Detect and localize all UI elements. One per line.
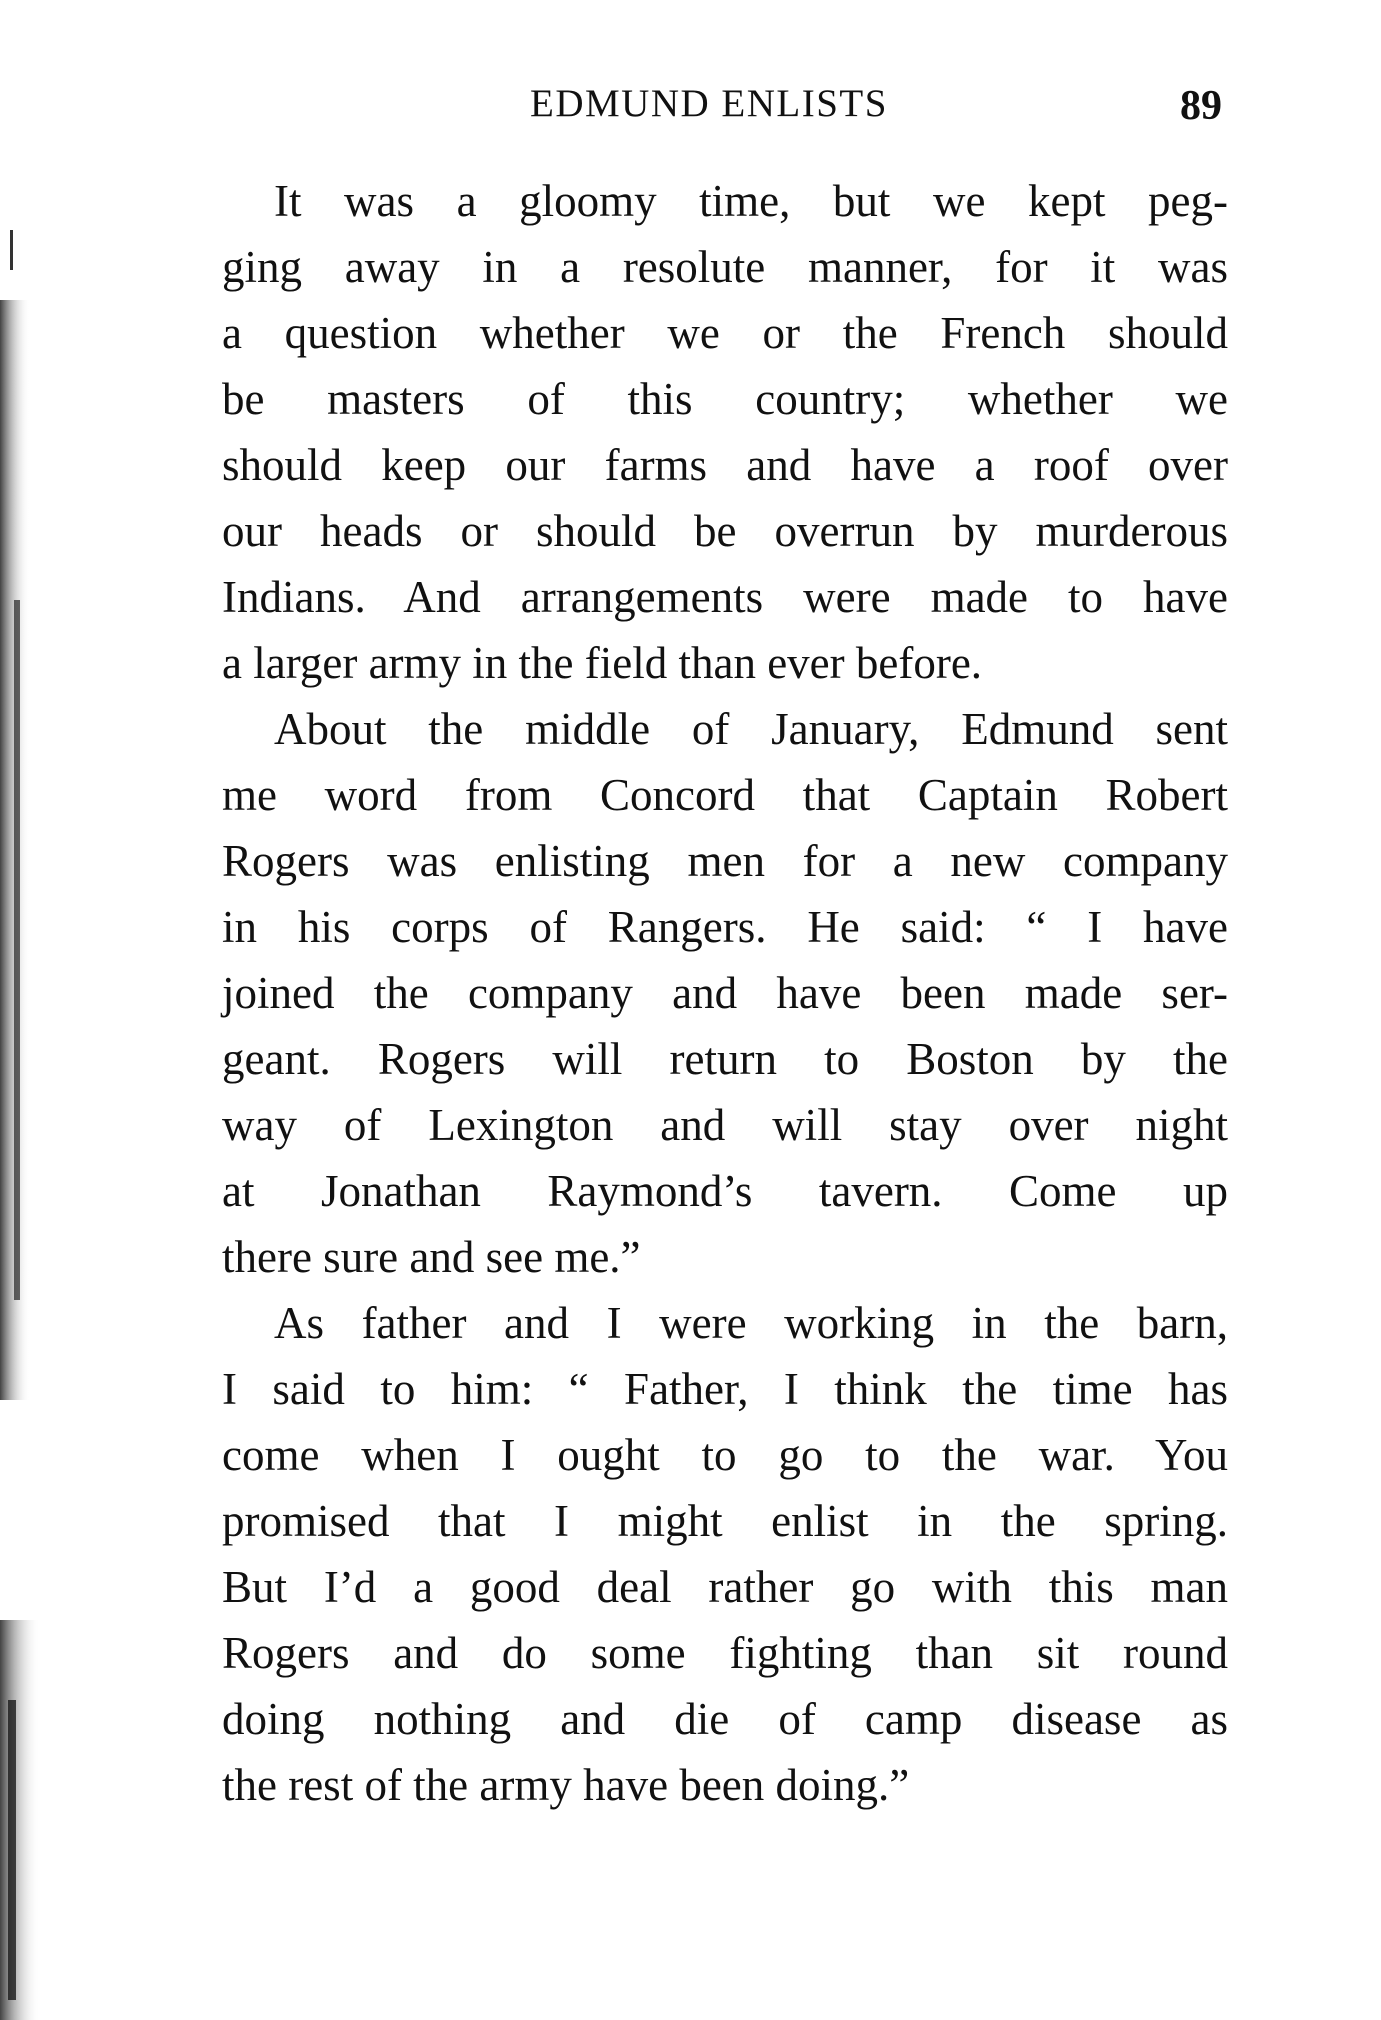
text-line: a larger army in the field than ever before. xyxy=(222,638,983,688)
page-number: 89 xyxy=(1180,83,1222,129)
paragraph xyxy=(222,1290,1228,1818)
paragraph xyxy=(222,168,1228,696)
text-line: our heads or should be overrun by murderous xyxy=(222,506,1228,556)
text-line: the rest of the army have been doing.” xyxy=(222,1760,910,1810)
text-line: in his corps of Rangers. He said: “ I have xyxy=(222,902,1228,952)
text-line: It was a gloomy time, but we kept peg- xyxy=(274,176,1228,226)
text-line: About the middle of January, Edmund sent xyxy=(274,704,1228,754)
text-line: ging away in a resolute manner, for it was xyxy=(222,242,1228,292)
running-header xyxy=(0,74,1381,134)
text-line: me word from Concord that Captain Robert xyxy=(222,770,1228,820)
body-text xyxy=(222,168,1228,1818)
text-line: Rogers and do some fighting than sit round xyxy=(222,1628,1228,1678)
text-line: doing nothing and die of camp disease as xyxy=(222,1694,1228,1744)
text-line: Rogers was enlisting men for a new company xyxy=(222,836,1228,886)
text-line: come when I ought to go to the war. You xyxy=(222,1430,1228,1480)
text-line: As father and I were working in the barn, xyxy=(274,1298,1228,1348)
text-line: there sure and see me.” xyxy=(222,1232,641,1282)
text-line: I said to him: “ Father, I think the time has xyxy=(222,1364,1228,1414)
text-line: at Jonathan Raymond’s tavern. Come up xyxy=(222,1166,1228,1216)
paragraph xyxy=(222,696,1228,1290)
text-line: way of Lexington and will stay over night xyxy=(222,1100,1228,1150)
text-line: a question whether we or the French should xyxy=(222,308,1228,358)
text-line: should keep our farms and have a roof over xyxy=(222,440,1228,490)
scan-gutter-shadow xyxy=(0,0,70,2020)
text-line: joined the company and have been made ser- xyxy=(222,968,1228,1018)
text-line: promised that I might enlist in the spring. xyxy=(222,1496,1228,1546)
text-line: be masters of this country; whether we xyxy=(222,374,1228,424)
text-line: geant. Rogers will return to Boston by the xyxy=(222,1034,1228,1084)
running-head-title: EDMUND ENLISTS xyxy=(530,82,888,125)
text-line: But I’d a good deal rather go with this man xyxy=(222,1562,1228,1612)
text-line: Indians. And arrangements were made to have xyxy=(222,572,1228,622)
